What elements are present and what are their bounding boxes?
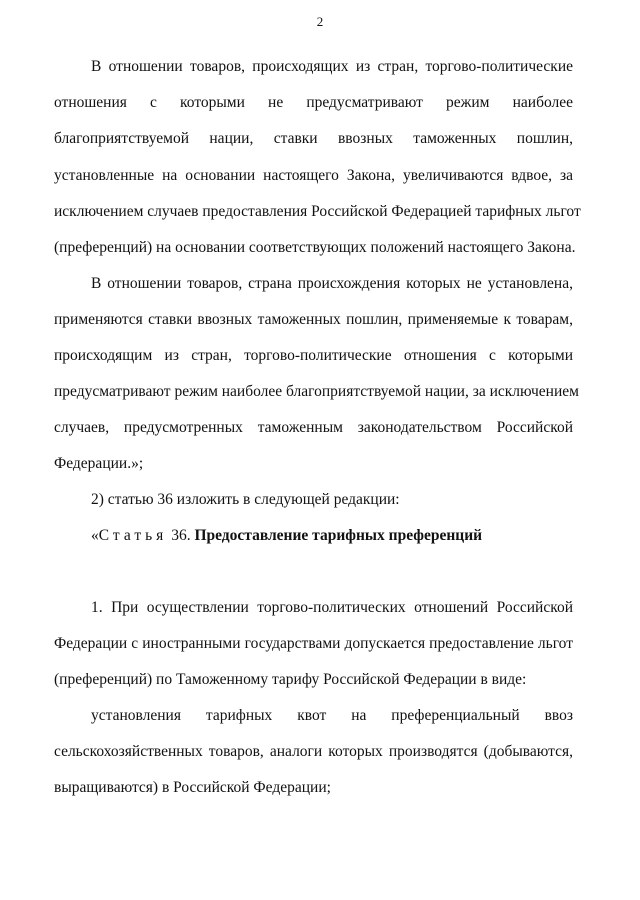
paragraph-1-line-3: благоприятствуемой нации, ставки ввозных таможенных пошлин, [54, 130, 573, 147]
article-open-quote: « [91, 527, 99, 544]
paragraph-3-line-2: Федерации с иностранными государствами допускается предоставление льгот [54, 635, 573, 652]
paragraph-1-line-2: отношения с которыми не предусматривают режим наиболее [54, 94, 573, 111]
item-2-line: 2) статью 36 изложить в следующей редакции: [91, 491, 400, 508]
article-title: Предоставление тарифных преференций [194, 527, 483, 544]
paragraph-4-line-2: сельскохозяйственных товаров, аналоги которых производятся (добываются, [54, 743, 573, 760]
paragraph-2-line-6: Федерации.»; [54, 455, 144, 472]
paragraph-2-line-2: применяются ставки ввозных таможенных пошлин, применяемые к товарам, [54, 311, 573, 328]
page-number: 2 [316, 14, 324, 29]
paragraph-2-line-5: случаев, предусмотренных таможенным законодательством Российской [54, 419, 573, 436]
article-number: 36. [167, 527, 195, 544]
paragraph-2-line-1: В отношении товаров, страна происхождения которых не установлена, [91, 275, 573, 292]
paragraph-1-line-6: (преференций) на основании соответствующих положений настоящего Закона. [54, 239, 576, 256]
article-heading [91, 526, 573, 546]
paragraph-4-line-1: установления тарифных квот на преференциальный ввоз [91, 707, 573, 724]
paragraph-3-line-1: 1. При осуществлении торгово-политических отношений Российской [91, 599, 573, 616]
paragraph-1-line-5: исключением случаев предоставления Российской Федерацией тарифных льгот [54, 203, 581, 220]
paragraph-2-line-4: предусматривают режим наиболее благоприятствуемой нации, за исключением [54, 383, 579, 400]
paragraph-1-line-4: установленные на основании настоящего Закона, увеличиваются вдвое, за [54, 167, 573, 184]
paragraph-1-line-1: В отношении товаров, происходящих из стран, торгово-политические [91, 58, 573, 75]
paragraph-2-line-3: происходящим из стран, торгово-политические отношения с которыми [54, 347, 573, 364]
paragraph-3-line-3: (преференций) по Таможенному тарифу Российской Федерации в виде: [54, 671, 527, 688]
article-label: Статья [98, 527, 168, 544]
paragraph-4-line-3: выращиваются) в Российской Федерации; [54, 779, 331, 796]
